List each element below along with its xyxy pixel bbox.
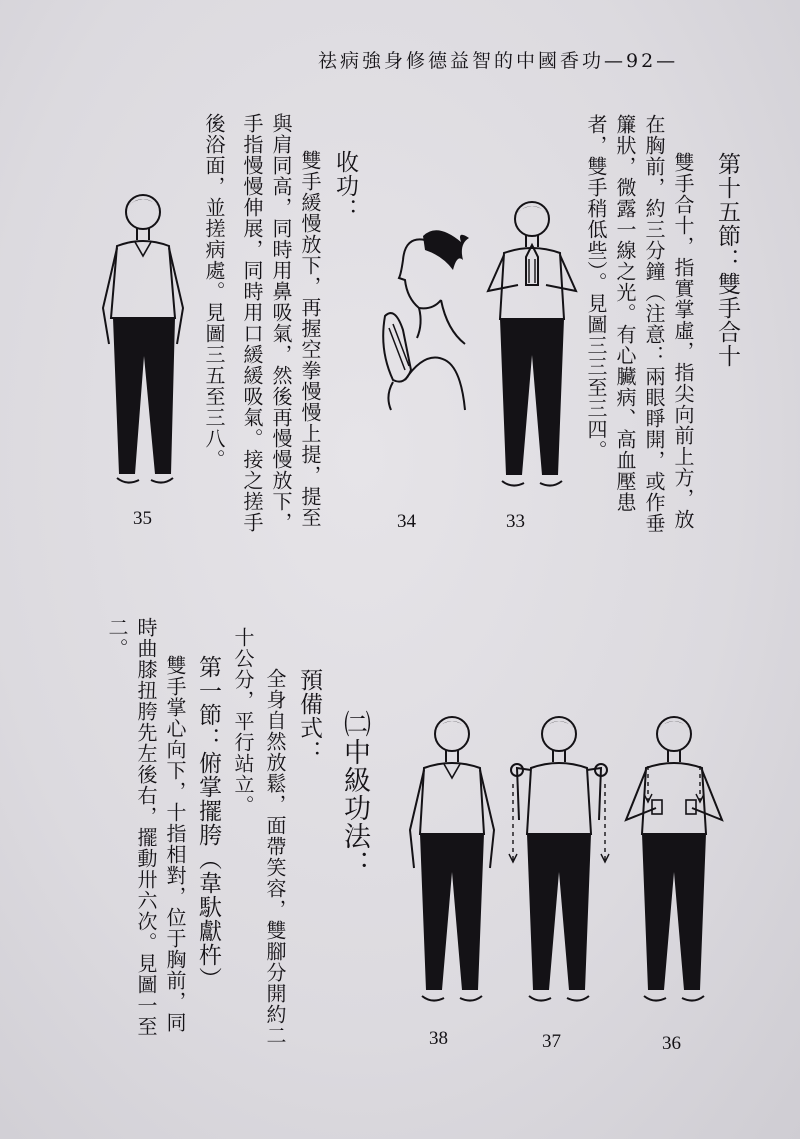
figure-37-illustration (505, 710, 615, 1015)
figure-34-label: 34 (397, 511, 416, 532)
figure-38-illustration (400, 710, 510, 1015)
figure-35-illustration (95, 190, 195, 500)
section15-line-4: 者，雙手稍低些）。見圖三三至三四。 (584, 114, 608, 461)
section15-line-3: 簾狀，微露一線之光。有心臟病、高血壓患 (613, 114, 637, 513)
figure-33-label: 33 (506, 511, 525, 532)
section15-title: 第十五節：雙手合十 (714, 152, 740, 368)
intermediate-title: ㈡中級功法： (339, 710, 370, 878)
closing-title: 收功： (332, 150, 358, 222)
section1-title: 第一節：俯掌擺胯（韋馱獻杵） (195, 655, 221, 991)
section1-line-3: 二。 (105, 617, 129, 659)
closing-line-4: 後浴面，並搓病處。見圖三五至三八。 (202, 113, 226, 470)
figure-35-label: 35 (133, 508, 152, 529)
figure-37-label: 37 (542, 1031, 561, 1052)
preparation-line-1: 全身自然放鬆，面帶笑容，雙腳分開約二 (263, 668, 287, 1046)
preparation-line-2: 十公分，平行站立。 (231, 627, 255, 816)
section1-line-1: 雙手掌心向下，十指相對，位于胸前，同 (163, 655, 187, 1033)
closing-line-1: 雙手緩慢放下，再握空拳慢慢上提，提至 (298, 150, 322, 528)
figure-38-label: 38 (429, 1028, 448, 1049)
section15-line-1: 雙手合十，指實掌虛，指尖向前上方，放 (671, 152, 695, 530)
section1-line-2: 時曲膝扭胯先左後右，擺動卅六次。見圖一至 (134, 617, 158, 1037)
closing-line-3: 手指慢慢伸展，同時用口緩緩吸氣。接之搓手 (240, 113, 264, 533)
figure-33-illustration (478, 195, 588, 500)
figure-34-illustration (365, 220, 475, 410)
closing-line-2: 與肩同高，同時用鼻吸氣，然後再慢慢放下， (269, 113, 293, 533)
figure-36-illustration (618, 710, 733, 1015)
figure-36-label: 36 (662, 1033, 681, 1054)
section15-line-2: 在胸前，約三分鐘（注意：兩眼睜開，或作垂 (642, 114, 666, 534)
page-header: 祛病強身修德益智的中國香功—92— (318, 50, 679, 72)
preparation-title: 預備式： (296, 668, 322, 764)
